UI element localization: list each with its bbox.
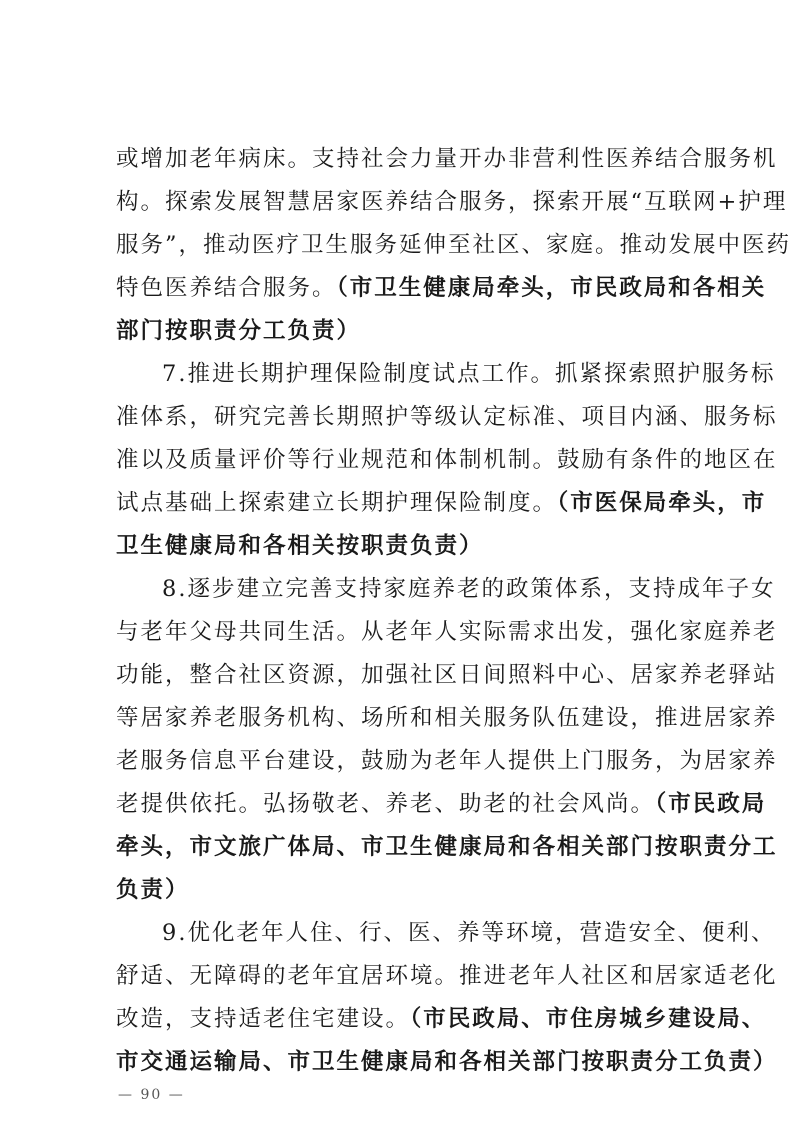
text-line <box>116 870 716 910</box>
line-bold-text: 负责） <box>116 877 190 903</box>
line-text: 9.优化老年人住、行、医、养等环境，营造安全、便利、 <box>162 920 776 946</box>
line-bold-text: （市民政局 <box>655 791 767 817</box>
line-bold-text: （市卫生健康局牵头，市民政局和各相关 <box>336 275 767 301</box>
line-bold-text: （市医保局牵头，市 <box>557 490 767 516</box>
line-text: 功能，整合社区资源，加强社区日间照料中心、居家养老驿站 <box>116 662 778 688</box>
line-text: 8.逐步建立完善支持家庭养老的政策体系，支持成年子女 <box>162 576 776 602</box>
line-text: 服务”，推动医疗卫生服务延伸至社区、家庭。推动发展中医药 <box>116 232 792 258</box>
line-text: 或增加老年病床。支持社会力量开办非营利性医养结合服务机 <box>116 146 778 172</box>
line-bold-text: 牵头，市文旅广体局、市卫生健康局和各相关部门按职责分工 <box>116 834 778 860</box>
text-line <box>116 784 767 824</box>
page-number: — 90 — <box>118 1087 185 1103</box>
paragraph-8-first-line <box>162 569 776 609</box>
text-line <box>116 483 767 523</box>
line-text: 试点基础上探索建立长期护理保险制度。 <box>116 490 558 516</box>
line-text: 7.推进长期护理保险制度试点工作。抓紧探索照护服务标 <box>162 361 776 387</box>
line-text: 与老年父母共同生活。从老年人实际需求出发，强化家庭养老 <box>116 619 778 645</box>
text-line <box>116 268 767 308</box>
paragraph-7-first-line <box>162 354 776 394</box>
text-line <box>116 956 778 996</box>
text-line <box>116 655 778 695</box>
paragraph-9-first-line <box>162 913 776 953</box>
text-line <box>116 1042 778 1082</box>
text-line <box>116 311 716 351</box>
line-bold-text: 卫生健康局和各相关按职责负责） <box>116 533 484 559</box>
line-text: 改造，支持适老住宅建设。 <box>116 1006 411 1032</box>
text-line <box>116 225 792 265</box>
line-bold-text: 市交通运输局、市卫生健康局和各相关部门按职责分工负责） <box>116 1049 778 1075</box>
text-line <box>116 397 778 437</box>
text-line <box>116 440 778 480</box>
text-line <box>116 182 788 222</box>
line-text: 特色医养结合服务。 <box>116 275 337 301</box>
line-text: 老服务信息平台建设，鼓励为老年人提供上门服务，为居家养 <box>116 748 778 774</box>
text-line <box>116 526 716 566</box>
line-text: 构。探索发展智慧居家医养结合服务，探索开展“互联网+护理 <box>116 189 788 215</box>
text-line <box>116 698 778 738</box>
text-line <box>116 999 767 1039</box>
line-text: 舒适、无障碍的老年宜居环境。推进老年人社区和居家适老化 <box>116 963 778 989</box>
line-text: 准以及质量评价等行业规范和体制机制。鼓励有条件的地区在 <box>116 447 778 473</box>
line-bold-text: 部门按职责分工负责） <box>116 318 362 344</box>
text-line <box>116 827 778 867</box>
line-text: 等居家养老服务机构、场所和相关服务队伍建设，推进居家养 <box>116 705 778 731</box>
text-line <box>116 139 778 179</box>
text-line <box>116 741 778 781</box>
line-text: 准体系，研究完善长期照护等级认定标准、项目内涵、服务标 <box>116 404 778 430</box>
text-line <box>116 612 778 652</box>
line-text: 老提供依托。弘扬敬老、养老、助老的社会风尚。 <box>116 791 656 817</box>
line-bold-text: （市民政局、市住房城乡建设局、 <box>410 1006 767 1032</box>
